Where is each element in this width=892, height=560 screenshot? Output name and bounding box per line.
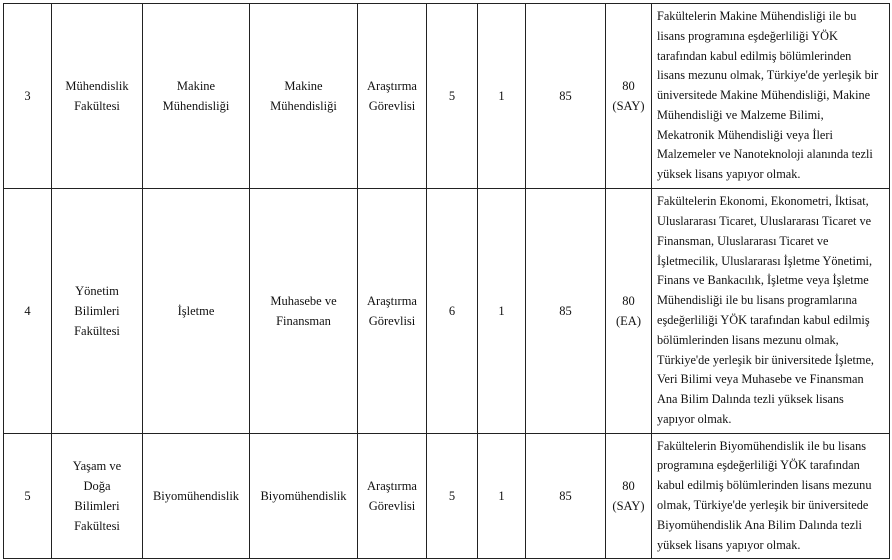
- position-cell: Araştırma Görevlisi: [358, 4, 427, 189]
- score-cell: 85: [526, 434, 606, 559]
- row-number: 3: [4, 4, 52, 189]
- program-cell: Biyomühendislik: [250, 434, 358, 559]
- count-cell-2: 1: [478, 189, 526, 434]
- department-cell: İşletme: [143, 189, 250, 434]
- row-number: 4: [4, 189, 52, 434]
- requirement-cell: Fakültelerin Makine Mühendisliği ile bu lisans programına eşdeğerliliği YÖK tarafından kabul edilmiş bölümlerinden lisans mezunu olmak, Türkiye'de yerleşik bir üniversitede Makine Mühendisliği, Makine Mühendisliği ve Malzeme Bilimi, Mekatronik Mühendisliği veya İleri Malzemeler ve Nanoteknoloji alanında tezli yüksek lisans yapıyor olmak.: [652, 4, 890, 189]
- department-cell: Biyomühendislik: [143, 434, 250, 559]
- program-cell: Muhasebe ve Finansman: [250, 189, 358, 434]
- requirement-cell: Fakültelerin Biyomühendislik ile bu lisans programına eşdeğerliliği YÖK tarafından kabul edilmiş bölümlerinden lisans mezunu olmak, Türkiye'de yerleşik bir üniversitede Biyomühendislik Ana Bilim Dalında tezli yüksek lisans yapıyor olmak.: [652, 434, 890, 559]
- positions-table: [3, 3, 890, 559]
- count-cell-2: 1: [478, 4, 526, 189]
- requirement-cell: Fakültelerin Ekonomi, Ekonometri, İktisat, Uluslararası Ticaret, Uluslararası Ticaret ve Finansman, Uluslararası Ticaret ve İşletmecilik, Uluslararası İşletme Yönetimi, Finans ve Bankacılık, İşletme veya İşletme Mühendisliği ile bu lisans programlarına eşdeğerliliği YÖK tarafından kabul edilmiş bölümlerinden lisans mezunu olmak, Türkiye'de yerleşik bir üniversitede İşletme, Veri Bilimi veya Muhasebe ve Finansman Ana Bilim Dalında tezli yüksek lisans yapıyor olmak.: [652, 189, 890, 434]
- count-cell: 6: [427, 189, 478, 434]
- ales-cell: 80 (SAY): [606, 4, 652, 189]
- count-cell: 5: [427, 4, 478, 189]
- count-cell: 5: [427, 434, 478, 559]
- faculty-cell: Yönetim Bilimleri Fakültesi: [52, 189, 143, 434]
- count-cell-2: 1: [478, 434, 526, 559]
- table-row: [4, 4, 890, 189]
- position-cell: Araştırma Görevlisi: [358, 189, 427, 434]
- row-number: 5: [4, 434, 52, 559]
- faculty-cell: Yaşam ve Doğa Bilimleri Fakültesi: [52, 434, 143, 559]
- score-cell: 85: [526, 4, 606, 189]
- table-row: [4, 434, 890, 559]
- program-cell: Makine Mühendisliği: [250, 4, 358, 189]
- ales-cell: 80 (SAY): [606, 434, 652, 559]
- ales-cell: 80 (EA): [606, 189, 652, 434]
- faculty-cell: Mühendislik Fakültesi: [52, 4, 143, 189]
- score-cell: 85: [526, 189, 606, 434]
- table-row: [4, 189, 890, 434]
- position-cell: Araştırma Görevlisi: [358, 434, 427, 559]
- department-cell: Makine Mühendisliği: [143, 4, 250, 189]
